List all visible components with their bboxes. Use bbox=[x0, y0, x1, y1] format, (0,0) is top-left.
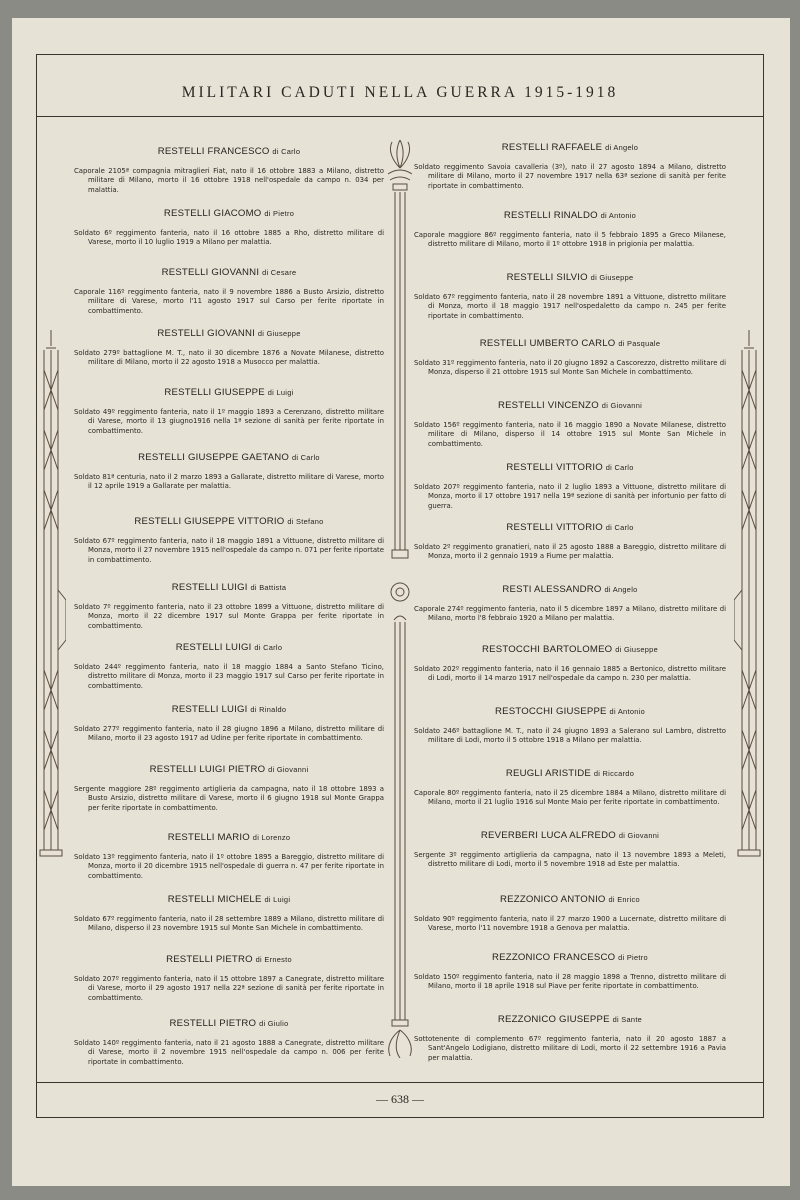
casualty-record: Caporale 274º reggimento fanteria, nato il 5 dicembre 1897 a Milano, distretto militare di Milano, morto l'8 febbraio 1920 a Milano per malattia. bbox=[414, 605, 726, 623]
casualty-record: Soldato 156º reggimento fanteria, nato il 16 maggio 1890 a Novate Milanese, distretto militare di Milano, disperso il 14 ottobre 1915 sul Monte San Michele in combattimento. bbox=[414, 421, 726, 448]
casualty-name: RESTELLI FRANCESCO di Carlo bbox=[157, 146, 301, 157]
casualty-name: RESTELLI MARIO di Lorenzo bbox=[167, 832, 291, 843]
casualty-record: Caporale 80º reggimento fanteria, nato il 25 dicembre 1884 a Milano, distretto militare di Milano, morto il 21 luglio 1916 sul Monte Maio per ferite riportate in combattimento. bbox=[414, 789, 726, 807]
title-divider bbox=[36, 116, 764, 117]
casualty-record: Sottotenente di complemento 67º reggimento fanteria, nato il 20 agosto 1887 a Sant'Angelo Lodigiano, distretto militare di Lodi, morto il 22 settembre 1916 a Pavia per malattia. bbox=[414, 1035, 726, 1062]
footer-divider bbox=[36, 1082, 764, 1083]
casualty-name: RESTELLI LUIGI di Carlo bbox=[175, 642, 283, 653]
casualty-entry bbox=[414, 644, 726, 684]
casualty-entry bbox=[74, 954, 384, 1003]
casualty-name: RESTOCCHI BARTOLOMEO di Giuseppe bbox=[482, 644, 658, 655]
casualty-entry bbox=[74, 267, 384, 316]
casualty-name: RESTELLI LUIGI di Rinaldo bbox=[171, 704, 287, 715]
casualty-entry bbox=[74, 387, 384, 436]
casualty-name: RESTOCCHI GIUSEPPE di Antonio bbox=[495, 706, 645, 717]
casualty-record: Soldato reggimento Savoia cavalleria (3º), nato il 27 agosto 1894 a Milano, distretto militare di Milano, morto il 27 novembre 1917 nella 63ª sezione di sanità per ferite riportate in combattimento. bbox=[414, 163, 726, 190]
casualty-record: Soldato 90º reggimento fanteria, nato il 27 marzo 1900 a Lucernate, distretto militare di Varese, morto l'11 novembre 1918 a Genova per malattia. bbox=[414, 915, 726, 933]
casualty-name: RESTELLI LUIGI PIETRO di Giovanni bbox=[149, 764, 309, 775]
page-number: — 638 — bbox=[376, 1092, 424, 1106]
casualty-entry bbox=[414, 210, 726, 250]
casualty-entry bbox=[74, 894, 384, 934]
casualty-entry bbox=[74, 704, 384, 744]
left-fasces-ornament bbox=[36, 330, 66, 860]
casualty-name: RESTELLI MICHELE di Luigi bbox=[167, 894, 291, 905]
casualty-entry bbox=[414, 706, 726, 746]
page-title: MILITARI CADUTI NELLA GUERRA 1915-1918 bbox=[181, 84, 619, 101]
casualty-record: Caporale 2105ª compagnia mitraglieri Fiat, nato il 16 ottobre 1883 a Milano, distretto militare di Milano, morto il 16 ottobre 1918 nell'ospedale da campo n. 034 per malattia. bbox=[74, 167, 384, 194]
casualty-name: RESTELLI VINCENZO di Giovanni bbox=[497, 400, 643, 411]
casualty-name: REZZONICO GIUSEPPE di Sante bbox=[497, 1014, 643, 1025]
casualty-record: Soldato 31º reggimento fanteria, nato il 20 giugno 1892 a Cascorezzo, distretto militare di Monza, disperso il 21 ottobre 1915 sul Monte San Michele in combattimento. bbox=[414, 359, 726, 377]
casualty-name: RESTELLI RAFFAELE di Angelo bbox=[501, 142, 639, 153]
casualty-entry bbox=[74, 516, 384, 565]
casualty-record: Soldato 13º reggimento fanteria, nato il 1º ottobre 1895 a Bareggio, distretto militare di Monza, morto il 20 dicembre 1915 nell'ospedale di guerra n. 47 per ferite riportate in combattimento. bbox=[74, 853, 384, 880]
casualty-name: RESTELLI GIUSEPPE VITTORIO di Stefano bbox=[134, 516, 324, 527]
casualty-entry bbox=[74, 1018, 384, 1067]
casualty-name: RESTI ALESSANDRO di Angelo bbox=[502, 584, 638, 595]
casualty-entry bbox=[414, 768, 726, 808]
casualty-record: Soldato 67º reggimento fanteria, nato il 18 maggio 1891 a Vittuone, distretto militare di Monza, morto il 27 novembre 1915 nell'ospedale da campo n. 071 per ferite riportate in combattimento. bbox=[74, 537, 384, 564]
casualty-entry bbox=[74, 832, 384, 881]
casualty-entry bbox=[414, 830, 726, 870]
casualty-name: RESTELLI GIUSEPPE di Luigi bbox=[164, 387, 294, 398]
casualty-record: Soldato 279º battaglione M. T., nato il 30 dicembre 1876 a Novate Milanese, distretto militare di Milano, morto il 22 agosto 1918 a Musocco per malattia. bbox=[74, 349, 384, 367]
casualty-name: RESTELLI PIETRO di Giulio bbox=[169, 1018, 289, 1029]
casualty-entry bbox=[74, 146, 384, 195]
casualty-entry bbox=[414, 952, 726, 992]
casualty-name: RESTELLI UMBERTO CARLO di Pasquale bbox=[479, 338, 661, 349]
casualty-name: RESTELLI VITTORIO di Carlo bbox=[506, 462, 634, 473]
casualty-record: Soldato 2º reggimento granatieri, nato il 25 agosto 1888 a Bareggio, distretto militare di Monza, morto il 2 gennaio 1919 a Fiume per malattia. bbox=[414, 543, 726, 561]
casualty-record: Soldato 49º reggimento fanteria, nato il 1º maggio 1893 a Cerenzano, distretto militare di Varese, morto il 13 giugno1916 nella 1ª sezione di sanità per ferite riportate in combattimento. bbox=[74, 408, 384, 435]
casualty-record: Soldato 7º reggimento fanteria, nato il 23 ottobre 1899 a Vittuone, distretto militare di Monza, morto il 22 dicembre 1917 sul Monte Grappa per ferite riportate in combattimento. bbox=[74, 603, 384, 630]
casualty-name: RESTELLI PIETRO di Ernesto bbox=[166, 954, 292, 965]
casualty-name: REVERBERI LUCA ALFREDO di Giovanni bbox=[480, 830, 660, 841]
casualty-record: Soldato 67º reggimento fanteria, nato il 28 novembre 1891 a Vittuone, distretto militare di Monza, morto il 18 maggio 1917 nell'ospedaletto da campo n. 245 per ferite riportate in combattimento. bbox=[414, 293, 726, 320]
casualty-name: REZZONICO ANTONIO di Enrico bbox=[500, 894, 640, 905]
casualty-name: RESTELLI GIACOMO di Pietro bbox=[163, 208, 295, 219]
casualty-entry bbox=[414, 894, 726, 934]
casualty-entry bbox=[74, 328, 384, 368]
casualty-entry bbox=[74, 642, 384, 691]
casualty-record: Soldato 202º reggimento fanteria, nato il 16 gennaio 1885 a Bertonico, distretto militare di Lodi, morto il 14 marzo 1917 nell'ospedale da campo n. 230 per malattia. bbox=[414, 665, 726, 683]
casualty-name: RESTELLI GIOVANNI di Giuseppe bbox=[157, 328, 301, 339]
casualty-record: Sergente 3º reggimento artiglieria da campagna, nato il 13 novembre 1893 a Meleti, distretto militare di Lodi, morto il 5 novembre 1918 ad Este per malattia. bbox=[414, 851, 726, 869]
casualty-entry bbox=[74, 582, 384, 631]
casualty-record: Soldato 244º reggimento fanteria, nato il 18 maggio 1884 a Santo Stefano Ticino, distretto militare di Monza, morto il 23 maggio 1917 sul Carso per ferite riportate in combattimento. bbox=[74, 663, 384, 690]
casualty-record: Soldato 277º reggimento fanteria, nato il 28 giugno 1896 a Milano, distretto militare di Milano, morto il 23 agosto 1917 ad Udine per ferite riportate in combattimento. bbox=[74, 725, 384, 743]
casualty-record: Soldato 140º reggimento fanteria, nato il 21 agosto 1888 a Canegrate, distretto militare di Varese, morto il 2 novembre 1915 nell'ospedale da campo n. 006 per ferite riportate in combattimento. bbox=[74, 1039, 384, 1066]
right-fasces-ornament bbox=[734, 330, 764, 860]
casualty-entry bbox=[74, 764, 384, 813]
casualty-record: Caporale maggiore 86º reggimento fanteria, nato il 5 febbraio 1895 a Greco Milanese, distretto militare di Milano, morto il 1º ottobre 1918 in prigionia per malattia. bbox=[414, 231, 726, 249]
casualty-entry bbox=[414, 142, 726, 191]
casualty-name: RESTELLI VITTORIO di Carlo bbox=[506, 522, 634, 533]
casualty-name: RESTELLI GIUSEPPE GAETANO di Carlo bbox=[138, 452, 320, 463]
casualty-entry bbox=[414, 584, 726, 624]
casualty-name: REUGLI ARISTIDE di Riccardo bbox=[505, 768, 635, 779]
casualty-entry bbox=[74, 452, 384, 492]
casualty-entry bbox=[414, 272, 726, 321]
casualty-entry bbox=[414, 1014, 726, 1063]
casualty-record: Soldato 246º battaglione M. T., nato il 24 giugno 1893 a Salerano sul Lambro, distretto militare di Lodi, morto il 5 ottobre 1918 a Milano per malattia. bbox=[414, 727, 726, 745]
casualty-name: RESTELLI LUIGI di Battista bbox=[171, 582, 287, 593]
casualty-record: Soldato 150º reggimento fanteria, nato il 28 maggio 1898 a Trenno, distretto militare di Milano, morto il 18 aprile 1918 sul Piave per ferite riportate in combattimento. bbox=[414, 973, 726, 991]
casualty-entry bbox=[74, 208, 384, 248]
casualty-name: REZZONICO FRANCESCO di Pietro bbox=[492, 952, 648, 963]
casualty-record: Soldato 81ª centuria, nato il 2 marzo 1893 a Gallarate, distretto militare di Varese, morto il 12 aprile 1919 a Gallarate per malattia. bbox=[74, 473, 384, 491]
casualty-entry bbox=[414, 338, 726, 378]
casualty-record: Soldato 6º reggimento fanteria, nato il 16 ottobre 1885 a Rho, distretto militare di Varese, morto il 10 luglio 1919 a Milano per malattia. bbox=[74, 229, 384, 247]
casualty-entry bbox=[414, 522, 726, 562]
casualty-name: RESTELLI SILVIO di Giuseppe bbox=[506, 272, 634, 283]
casualty-record: Soldato 207º reggimento fanteria, nato il 15 ottobre 1897 a Canegrate, distretto militare di Varese, morto il 29 agosto 1917 nella 22ª sezione di sanità per ferite riportate in combattimento. bbox=[74, 975, 384, 1002]
casualty-entry bbox=[414, 462, 726, 511]
central-column-ornament bbox=[384, 140, 416, 1060]
casualty-record: Caporale 116º reggimento fanteria, nato il 9 novembre 1886 a Busto Arsizio, distretto militare di Varese, morto l'11 agosto 1917 sul Carso per ferite riportate in combattimento. bbox=[74, 288, 384, 315]
casualty-entry bbox=[414, 400, 726, 449]
casualty-record: Sergente maggiore 28º reggimento artiglieria da campagna, nato il 18 ottobre 1893 a Busto Arsizio, distretto militare di Varese, morto il 6 giugno 1918 sul Monte Grappa per ferite riportate in combattimento. bbox=[74, 785, 384, 812]
casualty-name: RESTELLI GIOVANNI di Cesare bbox=[161, 267, 297, 278]
casualty-record: Soldato 207º reggimento fanteria, nato il 2 luglio 1893 a Vittuone, distretto militare di Monza, morto il 17 ottobre 1917 nella 19ª sezione di sanità per infortunio per fatto di guerra. bbox=[414, 483, 726, 510]
casualty-name: RESTELLI RINALDO di Antonio bbox=[503, 210, 637, 221]
casualty-record: Soldato 67º reggimento fanteria, nato il 28 settembre 1889 a Milano, distretto militare di Milano, disperso il 23 novembre 1915 sul Monte San Michele in combattimento. bbox=[74, 915, 384, 933]
